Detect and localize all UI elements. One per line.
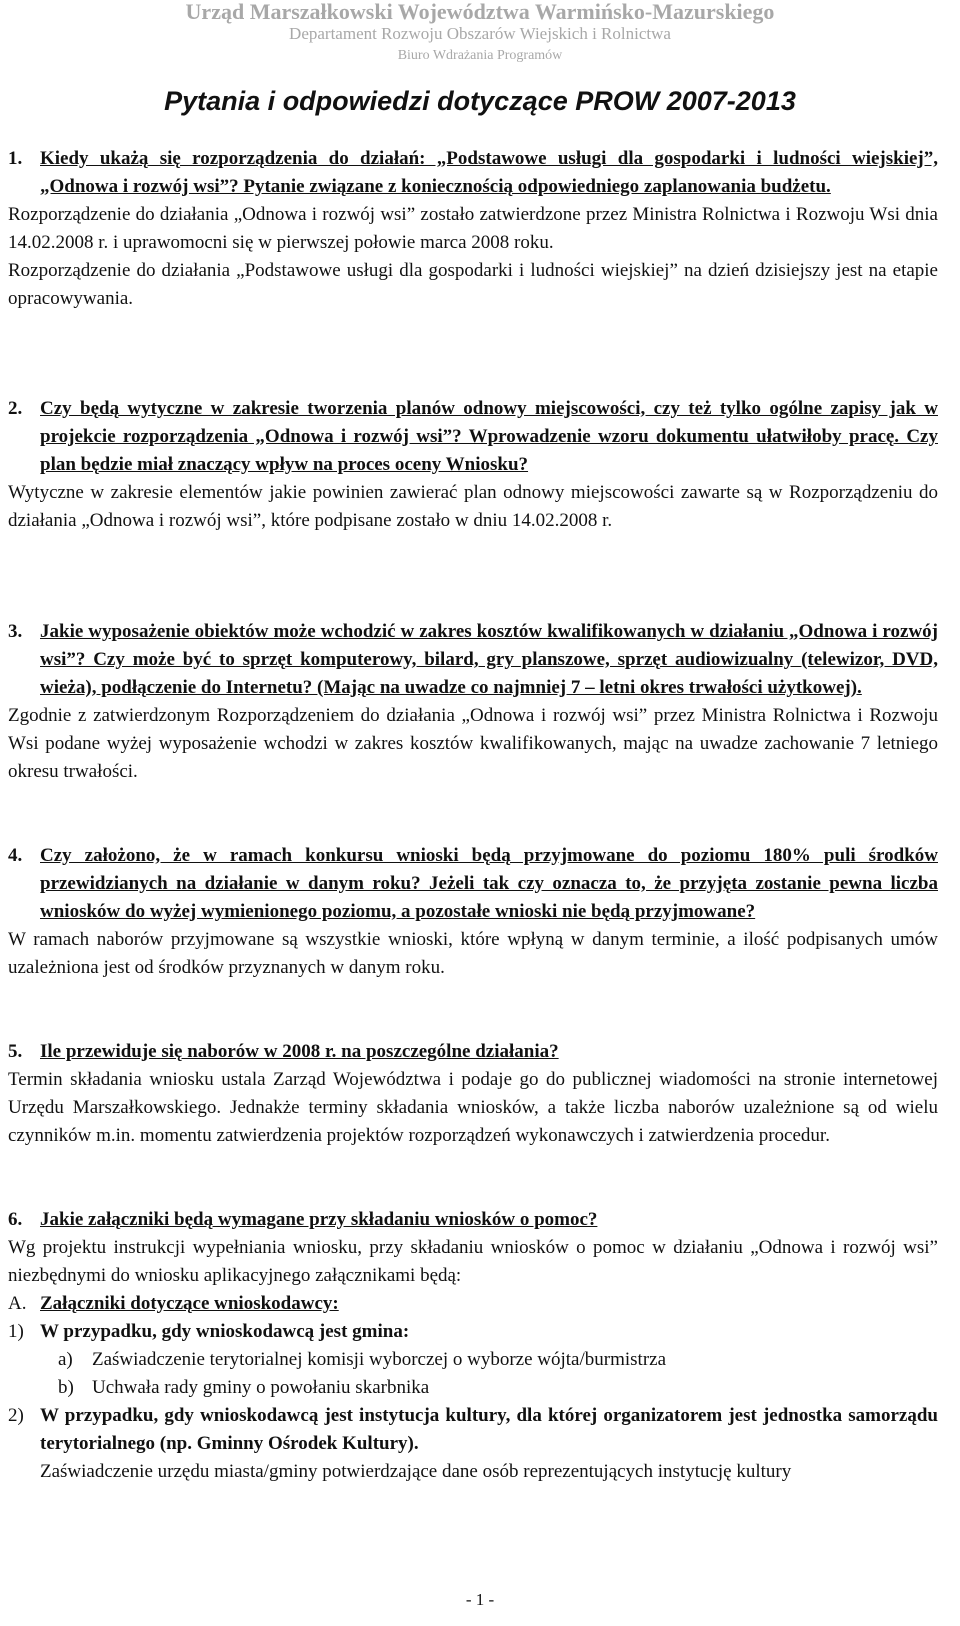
question-text: Ile przewiduje się naborów w 2008 r. na poszczególne działania? — [40, 1041, 559, 1062]
section-label: A. — [8, 1293, 27, 1314]
item-number: 2) — [8, 1405, 24, 1426]
item-heading: W przypadku, gdy wnioskodawcą jest instytucja kultury, dla której organizatorem jest jednostka samorządu terytorialnego (np. Gminny Ośrodek Kultury). — [40, 1405, 938, 1454]
answer-paragraph: Termin składania wniosku ustala Zarząd Województwa i podaje go do publicznej wiadomości na stronie internetowej Urzędu Marszałkowskiego. Jednakże terminy składania wniosków, a także liczba naborów uzależnione są od wielu czynników m.in. momentu zatwierdzenia projektów rozporządzeń wykonawczych i zatwierdzenia procedur. — [8, 1069, 938, 1146]
subitem-label: a) — [58, 1349, 73, 1370]
answer-paragraph: Wg projektu instrukcji wypełniania wniosku, przy składaniu wniosków o pomoc w działaniu „Odnowa i rozwój wsi” niezbędnymi do wniosku aplikacyjnego załącznikami będą: — [8, 1237, 938, 1286]
question-text: Czy założono, że w ramach konkursu wnioski będą przyjmowane do poziomu 180% puli środków przewidzianych na działanie w danym roku? Jeżeli tak czy oznacza to, że przyjęta zostanie pewna liczba wniosków do wyżej wymienionego poziomu, a pozostałe wnioski nie będą przyjmowane? — [40, 845, 938, 922]
attachment-item-2 — [8, 1402, 938, 1486]
question-number: 1. — [8, 148, 23, 169]
attachments-section — [8, 1290, 938, 1318]
item-number: 1) — [8, 1321, 24, 1342]
page-number: - 1 - — [465, 1590, 495, 1609]
answer-paragraph: Rozporządzenie do działania „Odnowa i rozwój wsi” zostało zatwierdzone przez Ministra Rolnictwa i Rozwoju Wsi dnia 14.02.2008 r. i uprawomocni się w pierwszej połowie marca 2008 roku. — [8, 204, 938, 253]
header-department: Departament Rozwoju Obszarów Wiejskich i Rolnictwa — [289, 24, 671, 43]
answer-paragraph: W ramach naborów przyjmowane są wszystkie wnioski, które wpłyną w danym terminie, a ilość podpisanych umów uzależniona jest od środków przyznanych w danym roku. — [8, 929, 938, 978]
question-number: 3. — [8, 621, 23, 642]
question-2 — [8, 395, 938, 535]
subitem-text: Uchwała rady gminy o powołaniu skarbnika — [92, 1377, 430, 1398]
section-title: Załączniki dotyczące wnioskodawcy: — [40, 1293, 339, 1314]
question-1 — [8, 145, 938, 313]
item-text: Zaświadczenie urzędu miasta/gminy potwierdzające dane osób reprezentujących instytucję kultury — [40, 1461, 792, 1482]
question-text: Kiedy ukażą się rozporządzenia do działań: „Podstawowe usługi dla gospodarki i ludności wiejskiej”, „Odnowa i rozwój wsi”? Pytanie związane z koniecznością odpowiedniego zaplanowania budżetu. — [40, 148, 938, 197]
question-number: 6. — [8, 1209, 23, 1230]
answer-paragraph: Rozporządzenie do działania „Podstawowe usługi dla gospodarki i ludności wiejskiej” na dzień dzisiejszy jest na etapie opracowywania. — [8, 260, 938, 309]
question-text: Jakie załączniki będą wymagane przy składaniu wniosków o pomoc? — [40, 1209, 598, 1230]
document-title: Pytania i odpowiedzi dotyczące PROW 2007-2013 — [164, 86, 796, 116]
attachment-subitem-b — [8, 1374, 938, 1402]
question-number: 4. — [8, 845, 23, 866]
attachment-item-1 — [8, 1318, 938, 1346]
header-bureau: Biuro Wdrażania Programów — [397, 48, 563, 63]
attachment-subitem-a — [8, 1346, 938, 1374]
subitem-label: b) — [58, 1377, 74, 1398]
question-number: 2. — [8, 398, 23, 419]
header-office-name: Urząd Marszałkowski Województwa Warmińsko-Mazurskiego — [185, 0, 775, 24]
question-4 — [8, 842, 938, 982]
question-3 — [8, 618, 938, 786]
answer-paragraph: Wytyczne w zakresie elementów jakie powinien zawierać plan odnowy miejscowości zawarte są w Rozporządzeniu do działania „Odnowa i rozwój wsi”, które podpisane zostało w dniu 14.02.2008 r. — [8, 482, 938, 531]
question-number: 5. — [8, 1041, 23, 1062]
answer-paragraph: Zgodnie z zatwierdzonym Rozporządzeniem do działania „Odnowa i rozwój wsi” przez Ministra Rolnictwa i Rozwoju Wsi podane wyżej wyposażenie wchodzi w zakres kosztów kwalifikowanych, mając na uwadze zachowanie 7 letniego okresu trwałości. — [8, 705, 938, 782]
question-5 — [8, 1038, 938, 1150]
question-text: Jakie wyposażenie obiektów może wchodzić w zakres kosztów kwalifikowanych w działaniu „Odnowa i rozwój wsi”? Czy może być to sprzęt komputerowy, bilard, gry planszowe, sprzęt audiowizualny (telewizor, DVD, wieża), podłączenie do Internetu? (Mając na uwadze co najmniej 7 – letni okres trwałości użytkowej). — [40, 621, 938, 698]
question-text: Czy będą wytyczne w zakresie tworzenia planów odnowy miejscowości, czy też tylko ogólne zapisy jak w projekcie rozporządzenia „Odnowa i rozwój wsi”? Wprowadzenie wzoru dokumentu ułatwiłoby pracę. Czy plan będzie miał znaczący wpływ na proces oceny Wniosku? — [40, 398, 938, 475]
subitem-text: Zaświadczenie terytorialnej komisji wyborczej o wyborze wójta/burmistrza — [92, 1349, 667, 1370]
item-heading: W przypadku, gdy wnioskodawcą jest gmina: — [40, 1321, 410, 1342]
question-6 — [8, 1206, 938, 1486]
